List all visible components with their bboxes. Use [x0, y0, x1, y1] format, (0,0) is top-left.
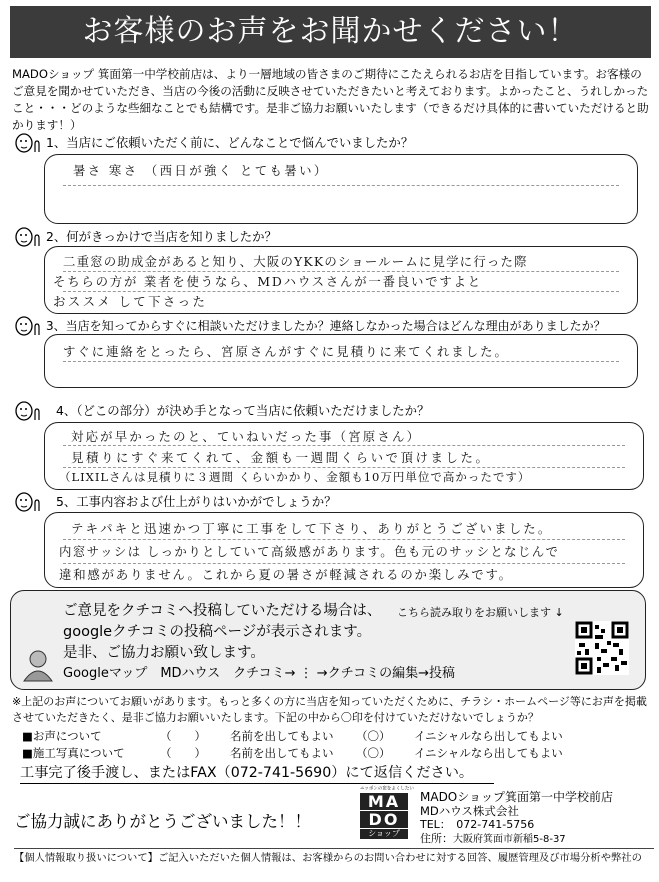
shop-company: MDハウス株式会社: [420, 804, 519, 818]
consent-photo-mark[interactable]: （〇）: [356, 746, 391, 760]
answer-3-line-1: すぐに連絡をとったら、宮原さんがすぐに見積りに来てくれました。: [63, 344, 509, 359]
google-line-1: ご意見をクチコミへ投稿していただける場合は、: [63, 603, 382, 619]
answer-5-line-2: 内窓サッシは しっかりとしていて高級感があります。色も元のサッシとなじんで: [59, 544, 560, 559]
answer-2-line-3: おススメ して下さった: [53, 294, 208, 309]
answer-box-1[interactable]: [44, 154, 638, 224]
consent-voice-name-option: 名前を出してもよい: [230, 729, 334, 743]
qr-code-icon[interactable]: [575, 621, 629, 675]
thinking-face-icon: [14, 400, 42, 422]
answer-5-line-1: テキパキと迅速かつ丁寧に工事をして下さり、ありがとうございました。: [71, 521, 553, 536]
consent-voice-blank[interactable]: （ ）: [160, 729, 206, 743]
answer-4-line-2: 見積りにすぐ来てくれて、金額も一週間くらいで頂けました。: [71, 450, 491, 465]
question-5-label: 5、工事内容および仕上がりはいかがでしょうか？: [56, 494, 337, 509]
answer-box-3[interactable]: [44, 334, 638, 388]
logo-top: MA: [360, 793, 408, 810]
google-line-4: Googleマップ MDハウス クチコミ→ ⋮ →クチコミの編集→投稿: [63, 666, 456, 681]
shop-tel: TEL： 072-741-5756: [420, 818, 535, 831]
consent-photo-name-option: 名前を出してもよい: [230, 746, 334, 760]
consent-voice-item: ■お声について: [22, 729, 102, 743]
question-1-label: 1、当店にご依頼いただく前に、どんなことで悩んでいましたか？: [46, 135, 414, 150]
answer-box-4[interactable]: [44, 422, 644, 490]
logo-tagline: ニッポンの窓をよくしたい: [360, 786, 414, 792]
shop-info: [420, 790, 613, 847]
answer-4-line-1: 対応が早かったのと、ていねいだった事（宮原さん）: [71, 429, 422, 444]
permission-note: ※上記のお声についてお願いがあります。もっと多くの方に当店を知っていただくために、チラシ・ホームページ等にお声を掲載させていただきたく、是非ご協力お願いいたします。下記の中から〇印を付けていただけないでしょうか？: [12, 695, 647, 724]
consent-voice-mark[interactable]: （〇）: [356, 729, 391, 743]
answer-box-2[interactable]: [44, 246, 638, 314]
return-instruction: 工事完了後手渡し、またはFAX（072-741-5690）にて返信ください。: [20, 763, 494, 784]
question-4-label: 4、（どこの部分）が決め手となって当店に依頼いただけましたか？: [56, 403, 430, 418]
consent-photo-blank[interactable]: （ ）: [160, 746, 206, 760]
answer-1-line-1: 暑さ 寒さ （西日が強く とても暑い）: [73, 163, 329, 178]
shop-name: MADOショップ箕面第一中学校前店: [420, 790, 614, 804]
page-title: お客様のお声をお聞かせください！: [10, 6, 651, 58]
answer-4-line-3: （LIXILさんは見積りに３週間 くらいかかり、金額も10万円単位で高かったです）: [59, 470, 531, 484]
consent-photo-initial-option: イニシャルなら出してもよい: [414, 746, 563, 760]
consent-photo-item: ■施工写真について: [22, 746, 125, 760]
thinking-face-icon: [14, 226, 42, 248]
consent-voice-initial-option: イニシャルなら出してもよい: [414, 729, 563, 743]
logo-bottom: DO: [360, 811, 408, 828]
privacy-notice: 【個人情報取り扱いについて】ご記入いただいた個人情報は、お客様からのお問い合わせに対する回答、履歴管理及び市場分析や弊社の: [14, 848, 654, 866]
google-review-box: [10, 590, 646, 690]
person-bowing-icon: [19, 647, 57, 683]
answer-2-line-1: 二重窓の助成金があると知り、大阪のYKKのショールームに見学に行った際: [63, 254, 528, 269]
google-line-1-small: こちら読み取りをお願いします ↓: [397, 606, 564, 619]
mado-shop-logo: [360, 786, 414, 842]
google-line-3: 是非、ご協力お願い致します。: [63, 645, 265, 661]
answer-5-line-3: 違和感がありません。これから夏の暑さが軽減されるのか楽しみです。: [59, 567, 513, 582]
question-3-label: 3、当店を知ってからすぐに相談いただけましたか？連絡しなかった場合はどんな理由がありましたか？: [46, 319, 606, 333]
answer-2-line-2: そちらの方が 業者を使うなら、MDハウスさんが一番良いですよと: [53, 274, 482, 289]
google-line-2: googleクチコミの投稿ページが表示されます。: [63, 624, 372, 640]
intro-text: MADOショップ 箕面第一中学校前店は、より一層地域の皆さまのご期待にこたえられるお店を目指しています。お客様のご意見を聞かせていただき、当店の今後の活動に反映させていただきたいと考えております。よかったこと、うれしかったこと・・・どのような些細なことでも結構です。是非ご協力お願いいたします（できるだけ具体的に書いていただけると助かります！）: [12, 67, 649, 132]
thanks-message: ご協力誠にありがとうございました！！: [14, 812, 311, 831]
answer-box-5[interactable]: [44, 512, 644, 588]
shop-address-label: 住所：: [420, 832, 453, 845]
shop-address: 大阪府箕面市新稲5-8-37: [453, 834, 566, 845]
question-2-label: 2、何がきっかけで当店を知りましたか？: [46, 229, 277, 244]
thinking-face-icon: [14, 132, 42, 154]
thinking-face-icon: [14, 315, 42, 337]
logo-caption: ショップ: [360, 829, 408, 839]
thinking-face-icon: [14, 491, 42, 513]
